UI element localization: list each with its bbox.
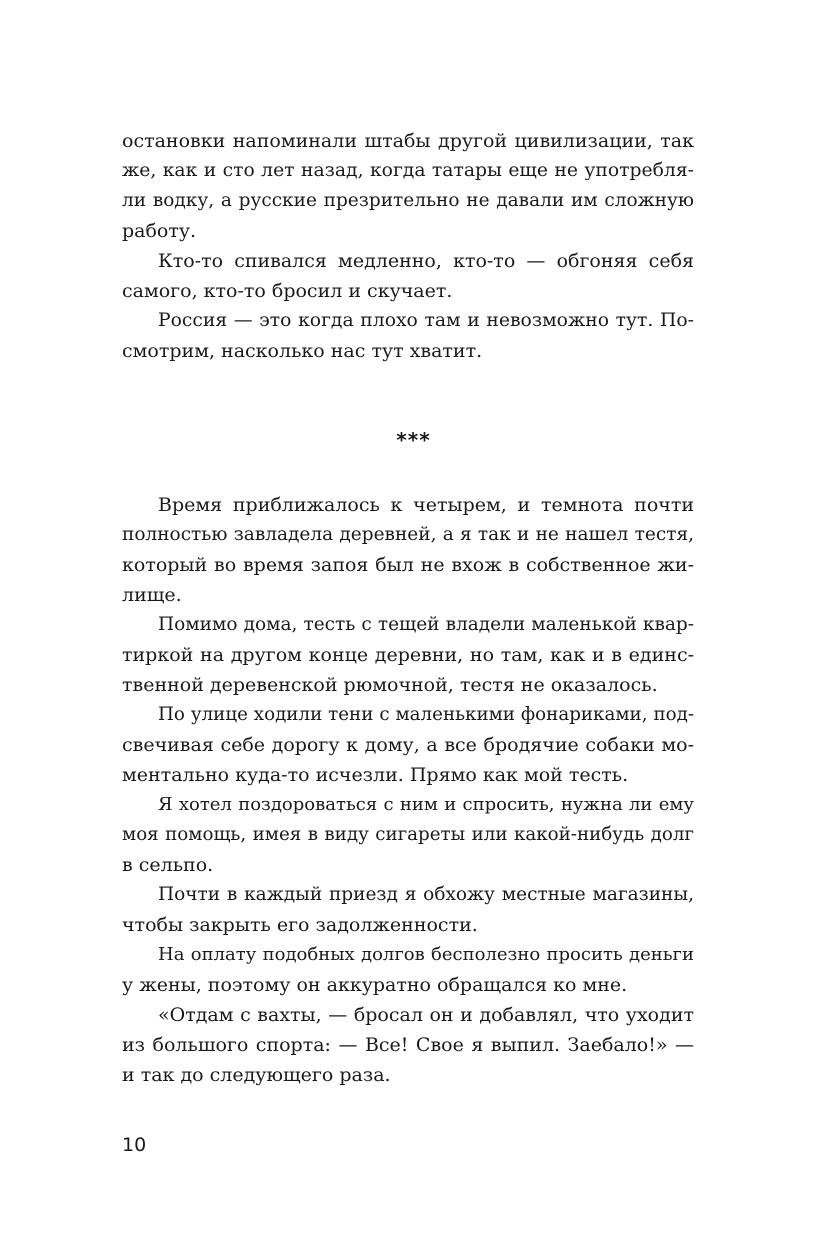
text-line: По улице ходили тени с маленькими фонариками, под-: [158, 704, 694, 725]
text-line: остановки напоминали штабы другой цивилизации, так: [122, 130, 694, 152]
text-line: Россия — это когда плохо там и невозможно тут. По-: [158, 310, 694, 331]
text-line: тиркой на другом конце деревни, но там, как и в единс-: [122, 644, 694, 666]
text-line: Время приближалось к четырем, и темнота почти: [158, 494, 694, 516]
text-line: ментально куда-то исчезли. Прямо как мой тесть.: [122, 764, 629, 786]
text-line: в сельпо.: [122, 854, 214, 876]
text-line: смотрим, насколько нас тут хватит.: [122, 340, 483, 362]
text-line: На оплату подобных долгов бесполезно просить деньги: [158, 944, 694, 965]
text-line: который во время запоя был не вхож в собственное жи-: [122, 554, 694, 576]
text-line: Помимо дома, тесть с тещей владели маленькой квар-: [158, 614, 694, 635]
text-line: работу.: [122, 220, 197, 242]
text-line: Я хотел поздороваться с ним и спросить, нужна ли ему: [158, 794, 694, 815]
text-line: самого, кто-то бросил и скучает.: [122, 280, 453, 302]
page-number: 10: [122, 1134, 147, 1156]
section-separator: ***: [396, 428, 431, 452]
text-line: ли водку, а русские презрительно не давали им сложную: [122, 190, 694, 211]
text-line: моя помощь, имея в виду сигареты или какой-нибудь долг: [122, 824, 694, 845]
text-line: Кто-то спивался медленно, кто-то — обгоняя себя: [158, 250, 694, 272]
text-line: полностью завладела деревней, а я так и не нашел тестя,: [122, 524, 694, 545]
text-line: твенной деревенской рюмочной, тестя не оказалось.: [122, 674, 658, 696]
text-line: же, как и сто лет назад, когда татары еще не употребля-: [122, 160, 694, 181]
text-line: свечивая себе дорогу к дому, а все бродячие собаки мо-: [122, 734, 694, 756]
text-line: и так до следующего раза.: [122, 1064, 391, 1086]
text-line: «Отдам с вахты, — бросал он и добавлял, что уходит: [158, 1004, 694, 1026]
text-line: у жены, поэтому он аккуратно обращался ко мне.: [122, 974, 628, 996]
text-line: чтобы закрыть его задолженности.: [122, 914, 478, 936]
text-line: лище.: [122, 584, 182, 606]
text-line: Почти в каждый приезд я обхожу местные магазины,: [158, 884, 694, 905]
text-line: из большого спорта: — Все! Свое я выпил. Заебало!» —: [122, 1034, 694, 1056]
